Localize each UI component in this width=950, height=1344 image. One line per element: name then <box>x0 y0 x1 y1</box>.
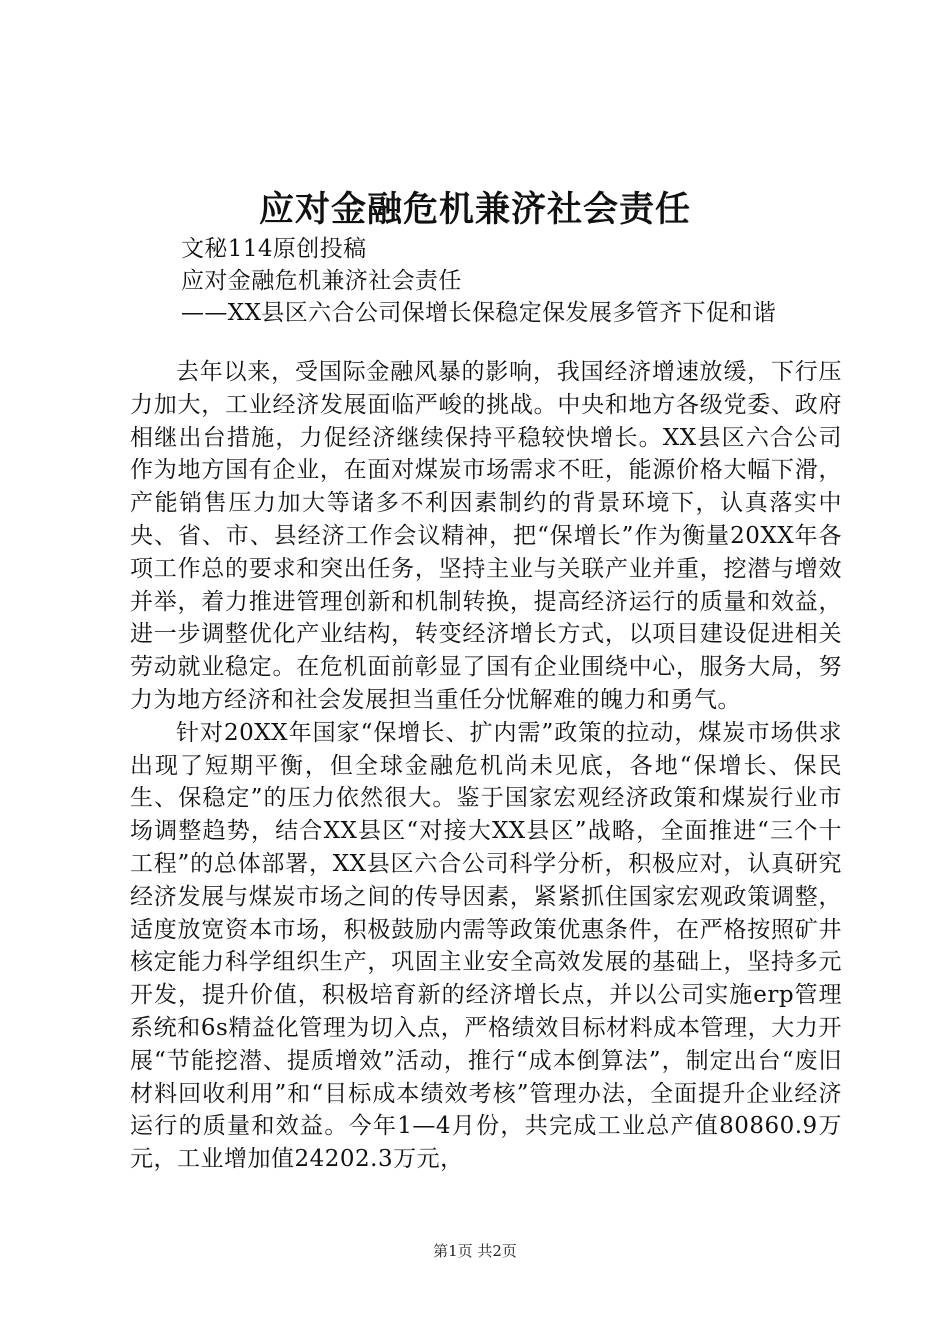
page-footer: 第1页 共2页 <box>433 1242 517 1260</box>
document-body <box>130 356 842 1176</box>
source-line: 文秘114原创投稿 <box>181 236 367 262</box>
body-paragraph: 去年以来，受国际金融风暴的影响，我国经济增速放缓，下行压力加大，工业经济发展面临严峻的挑战。中央和地方各级党委、政府相继出台措施，力促经济继续保持平稳较快增长。XX县区六合公司作为地方国有企业，在面对煤炭市场需求不旺，能源价格大幅下滑，产能销售压力加大等诸多不利因素制约的背景环境下，认真落实中央、省、市、县经济工作会议精神，把“保增长”作为衡量20XX年各项工作总的要求和突出任务，坚持主业与关联产业并重，挖潜与增效并举，着力推进管理创新和机制转换，提高经济运行的质量和效益，进一步调整优化产业结构，转变经济增长方式，以项目建设促进相关劳动就业稳定。在危机面前彰显了国有企业围绕中心，服务大局，努力为地方经济和社会发展担当重任分忧解难的魄力和勇气。 <box>130 359 842 713</box>
document-header <box>181 233 901 329</box>
body-paragraph: 针对20XX年国家“保增长、扩内需”政策的拉动，煤炭市场供求出现了短期平衡，但全球金融危机尚未见底，各地“保增长、保民生、保稳定”的压力依然很大。鉴于国家宏观经济政策和煤炭行业市场调整趋势，结合XX县区“对接大XX县区”战略，全面推进“三个十工程”的总体部署，XX县区六合公司科学分析，积极应对，认真研究经济发展与煤炭市场之间的传导因素，紧紧抓住国家宏观政策调整，适度放宽资本市场，积极鼓励内需等政策优惠条件，在严格按照矿井核定能力科学组织生产，巩固主业安全高效发展的基础上，坚持多元开发，提升价值，积极培育新的经济增长点，并以公司实施erp管理系统和6s精益化管理为切入点，严格绩效目标材料成本管理，大力开展“节能挖潜、提质增效”活动，推行“成本倒算法”，制定出台“废旧材料回收利用”和“目标成本绩效考核”管理办法，全面提升企业经济运行的质量和效益。今年1—4月份，共完成工业总产值80860.9万元，工业增加值24202.3万元， <box>130 719 842 1173</box>
tagline: ——XX县区六合公司保增长保稳定保发展多管齐下促和谐 <box>181 300 777 326</box>
page-title: 应对金融危机兼济社会责任 <box>258 189 691 230</box>
subtitle-line: 应对金融危机兼济社会责任 <box>181 268 462 294</box>
